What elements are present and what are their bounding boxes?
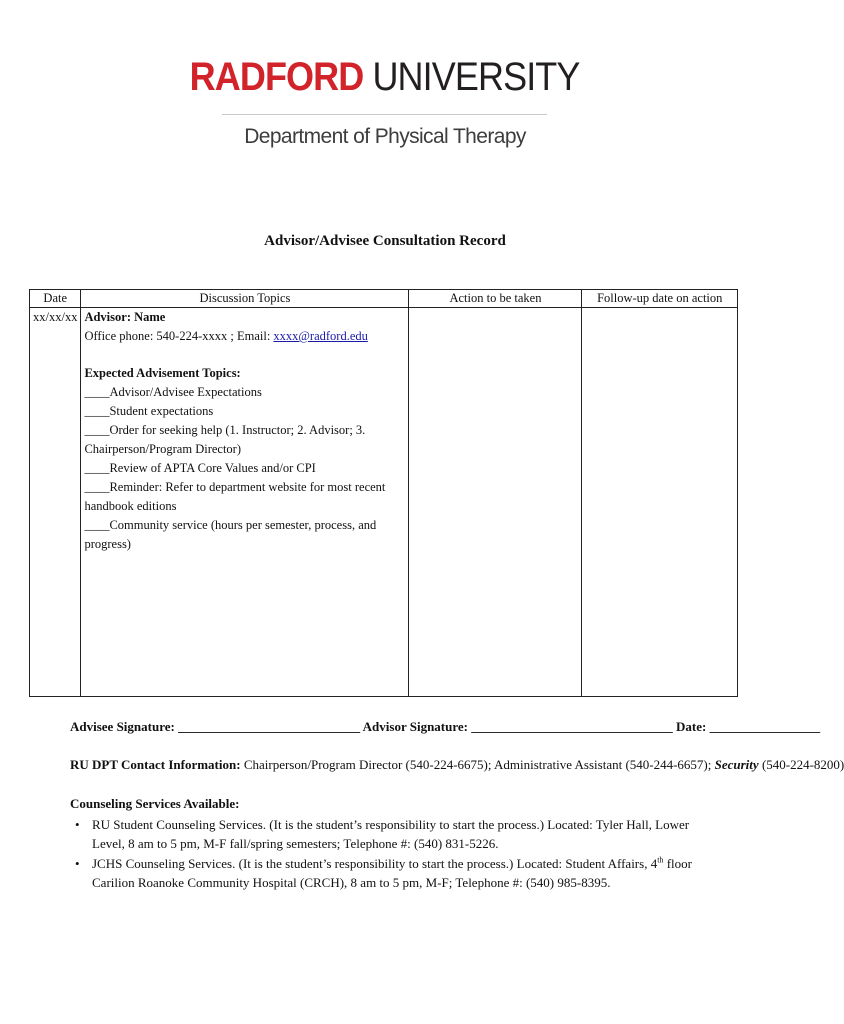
topic-item: ____Order for seeking help (1. Instructor; 2. Advisor; 3. Chairperson/Program Director): [84, 423, 366, 456]
list-item: [70, 854, 710, 892]
ordinal-suffix: th: [657, 855, 664, 865]
topic-item: ____Advisor/Advisee Expectations: [84, 385, 262, 399]
discussion-topics-cell[interactable]: [81, 308, 409, 697]
counseling-heading: Counseling Services Available:: [70, 796, 240, 811]
table-row: [30, 308, 738, 697]
email-link[interactable]: xxxx@radford.edu: [273, 329, 368, 343]
department-name: Department of Physical Therapy: [244, 125, 526, 148]
university-logo: [0, 54, 770, 148]
counseling-jchs-a: JCHS Counseling Services. (It is the student’s responsibility to start the process.) Located: Student Affairs, 4: [92, 856, 658, 871]
advisor-signature[interactable]: Advisor Signature: _______________________________: [362, 719, 673, 734]
bullet-icon: •: [75, 856, 80, 871]
topic-item: ____Reminder: Refer to department website for most recent handbook editions: [84, 480, 386, 513]
table-header-row: [30, 290, 738, 308]
topics-heading: Expected Advisement Topics:: [84, 366, 241, 380]
logo-wordmark: [190, 54, 580, 100]
counseling-ru: RU Student Counseling Services. (It is the student’s responsibility to start the process.) Located: Tyler Hall, Lower Level, 8 am to 5 pm, M-F fall/spring semesters; Telephone #: (540) 831-5226.: [92, 817, 690, 851]
advisor-name: Advisor: Name: [84, 310, 166, 324]
header-action: Action to be taken: [409, 290, 582, 308]
topic-item: ____Review of APTA Core Values and/or CPI: [84, 461, 316, 475]
topic-item: ____Student expectations: [84, 404, 214, 418]
header-follow-up: Follow-up date on action: [582, 290, 738, 308]
list-item: [70, 815, 710, 853]
contact-info: [70, 757, 844, 773]
consultation-table: [29, 289, 738, 697]
action-cell[interactable]: [409, 308, 582, 697]
date-cell[interactable]: xx/xx/xx: [30, 308, 81, 697]
counseling-jchs-b: floor Carilion Roanoke Community Hospital (CRCH), 8 am to 5 pm, M-F; Telephone #: (540) 985-8395.: [92, 856, 692, 890]
signature-line: [70, 719, 820, 735]
security-label: Security: [714, 757, 759, 772]
advisee-signature[interactable]: Advisee Signature: ____________________________: [70, 719, 361, 734]
topic-item: ____Community service (hours per semester, process, and progress): [84, 518, 377, 551]
header-date: Date: [30, 290, 81, 308]
counseling-list: [70, 815, 710, 893]
header-discussion-topics: Discussion Topics: [81, 290, 409, 308]
follow-up-cell[interactable]: [582, 308, 738, 697]
signature-date[interactable]: Date: _________________: [676, 719, 821, 734]
logo-radford: RADFORD: [190, 55, 364, 99]
contact-text: Chairperson/Program Director (540-224-6675); Administrative Assistant (540-244-6657);: [240, 757, 715, 772]
logo-university: UNIVERSITY: [372, 55, 580, 99]
contact-label: RU DPT Contact Information:: [70, 757, 241, 772]
page-title: Advisor/Advisee Consultation Record: [264, 233, 506, 249]
bullet-icon: •: [75, 817, 80, 832]
office-contact: [84, 327, 405, 346]
logo-divider: [222, 114, 547, 115]
security-phone: (540-224-8200): [758, 757, 844, 772]
office-phone: Office phone: 540-224-xxxx ; Email:: [84, 329, 274, 343]
